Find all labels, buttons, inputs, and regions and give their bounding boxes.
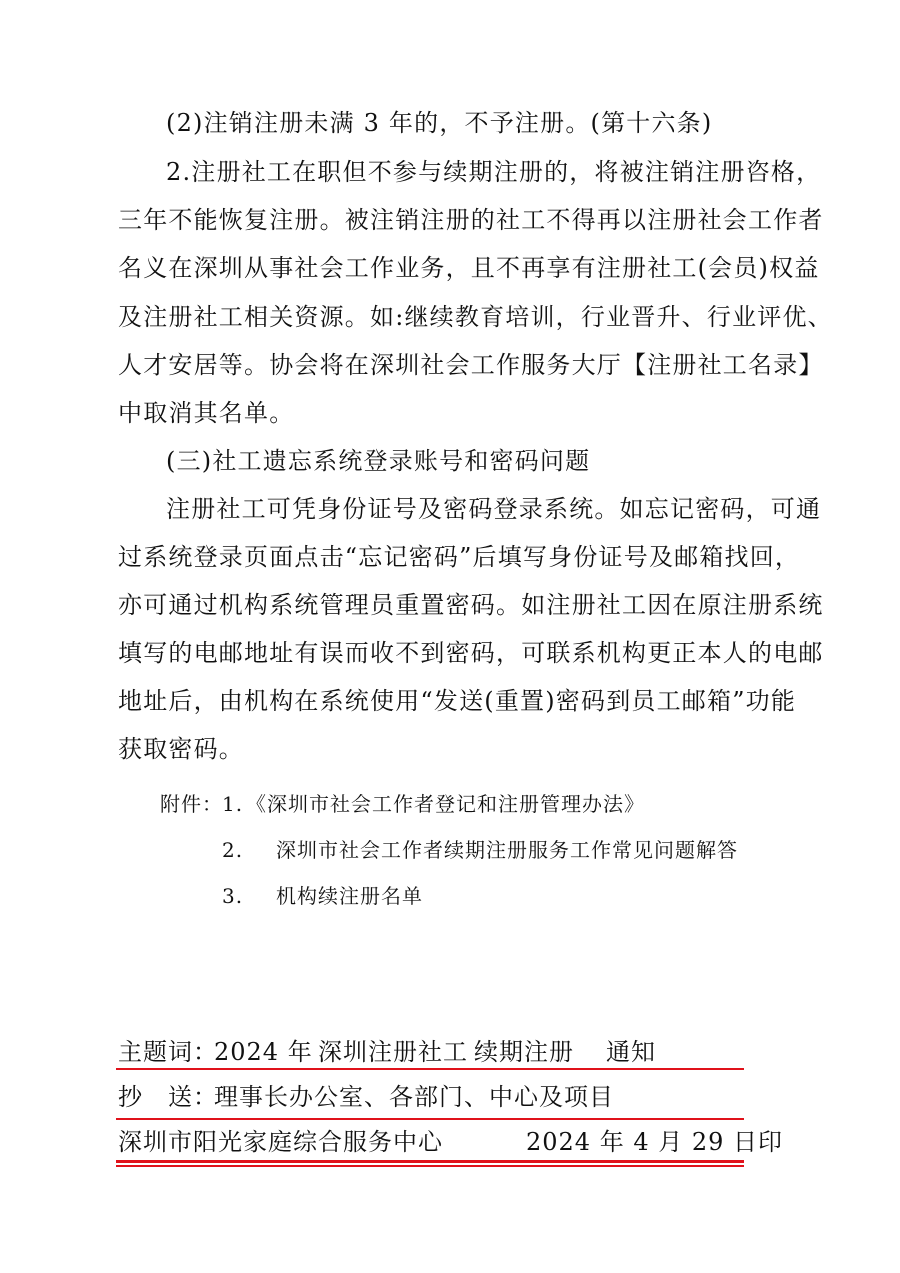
paragraph-3-line: 获取密码。 — [118, 735, 244, 763]
section-heading-3: (三)社工遗忘系统登录账号和密码问题 — [166, 447, 591, 475]
cc-value: 理事长办公室、各部门、中心及项目 — [214, 1083, 614, 1111]
paragraph-3-line: 地址后，由机构在系统使用“发送(重置)密码到员工邮箱”功能 — [118, 687, 797, 715]
red-rule-divider — [116, 1118, 744, 1120]
keywords-label: 主题词： — [118, 1038, 218, 1066]
attachment-title: 机构续注册名单 — [276, 884, 423, 908]
paragraph-3-line: 过系统登录页面点击“忘记密码”后填写身份证号及邮箱找回， — [118, 543, 801, 571]
paragraph-2-line: 及注册社工相关资源。如:继续教育培训，行业晋升、行业评优、 — [118, 303, 833, 331]
cc-label: 抄 送： — [118, 1083, 218, 1111]
red-rule-divider — [116, 1068, 744, 1070]
paragraph-2-line: 2.注册社工在职但不参与续期注册的，将被注销注册咨格， — [166, 158, 822, 186]
red-rule-double-bottom — [116, 1165, 744, 1167]
issuer-name: 深圳市阳光家庭综合服务中心 — [118, 1128, 443, 1156]
paragraph-2-line: 中取消其名单。 — [118, 399, 295, 427]
paragraph-2-line: 人才安居等。协会将在深圳社会工作服务大厅【注册社工名录】 — [118, 351, 824, 379]
attachment-number: 1. — [222, 792, 244, 816]
paragraph-2-line: 名义在深圳从事社会工作业务，且不再享有注册社工(会员)权益 — [118, 254, 820, 282]
red-rule-double-top — [116, 1160, 744, 1163]
paragraph-3-line: 填写的电邮地址有误而收不到密码，可联系机构更正本人的电邮 — [118, 639, 824, 667]
keyword: 深圳注册社工 — [318, 1038, 468, 1066]
attachment-title: 深圳市社会工作者续期注册服务工作常见问题解答 — [276, 838, 738, 862]
paragraph-3-line: 注册社工可凭身份证号及密码登录系统。如忘记密码，可通 — [166, 495, 822, 523]
print-date: 2024 年 4 月 29 日印 — [526, 1128, 784, 1156]
attachment-number: 2. — [222, 838, 244, 862]
keyword: 续期注册 — [474, 1038, 574, 1066]
paragraph-2-line: 三年不能恢复注册。被注销注册的社工不得再以注册社会工作者 — [118, 206, 824, 234]
attachments-label: 附件： — [160, 792, 223, 816]
attachment-title: 《深圳市社会工作者登记和注册管理办法》 — [246, 792, 645, 816]
attachment-number: 3. — [222, 884, 244, 908]
paragraph-3-line: 亦可通过机构系统管理员重置密码。如注册社工因在原注册系统 — [118, 591, 824, 619]
keyword: 2024 年 — [214, 1038, 313, 1066]
paragraph-item-2: (2)注销注册未满 3 年的，不予注册。(第十六条) — [166, 109, 713, 137]
keyword: 通知 — [606, 1038, 656, 1066]
